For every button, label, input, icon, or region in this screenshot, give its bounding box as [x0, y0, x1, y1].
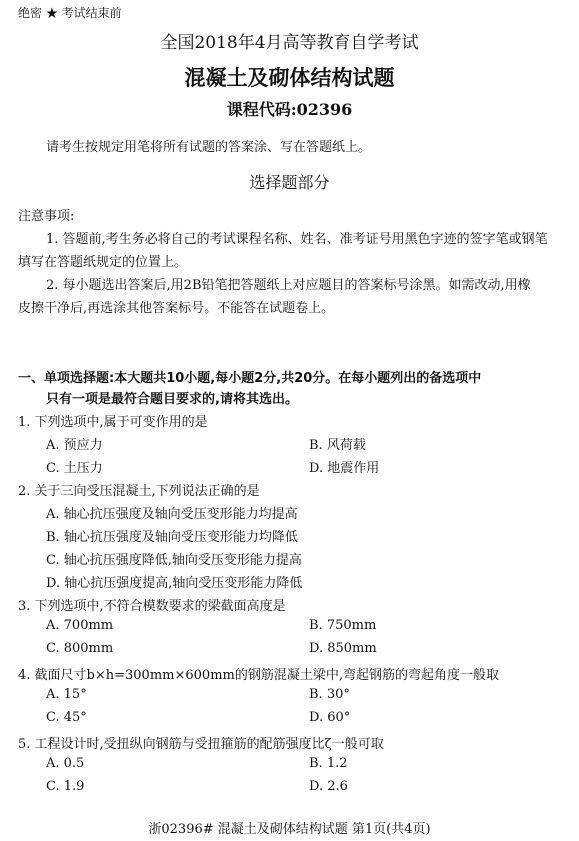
- note-2-line-2: 皮擦干净后,再选涂其他答案标号。不能答在试题卷上。: [18, 301, 335, 316]
- question-5-stem: 5. 工程设计时,受扭纵向钢筋与受扭箍筋的配筋强度比ζ一般可取: [18, 737, 384, 752]
- question-4-option-c: C. 45°: [46, 710, 87, 725]
- question-2-option-a: A. 轴心抗压强度及轴向受压变形能力均提高: [46, 507, 298, 522]
- part-one-heading-line-1: 一、单项选择题:本大题共10小题,每小题2分,共20分。在每小题列出的备选项中: [18, 371, 482, 386]
- exam-name: 全国2018年4月高等教育自学考试: [160, 33, 419, 53]
- question-3-option-c: C. 800mm: [46, 641, 114, 656]
- question-3-option-b: B. 750mm: [309, 618, 377, 633]
- question-5-option-c: C. 1.9: [46, 779, 85, 794]
- question-4-option-b: B. 30°: [309, 687, 350, 702]
- question-5-option-d: D. 2.6: [309, 779, 348, 794]
- question-3-option-a: A. 700mm: [46, 618, 114, 633]
- notes-heading: 注意事项:: [18, 209, 75, 224]
- section-title: 选择题部分: [249, 173, 330, 192]
- confidential-mark: 绝密 ★ 考试结束前: [18, 6, 122, 20]
- question-4-option-d: D. 60°: [309, 710, 351, 725]
- answer-instruction: 请考生按规定用笔将所有试题的答案涂、写在答题纸上。: [46, 140, 372, 155]
- question-1-option-a: A. 预应力: [46, 438, 103, 453]
- question-1-option-d: D. 地震作用: [309, 461, 380, 476]
- question-5-option-b: B. 1.2: [309, 756, 348, 771]
- note-2-line-1: 2. 每小题选出答案后,用2B铅笔把答题纸上对应题目的答案标号涂黑。如需改动,用橡: [46, 278, 531, 293]
- course-code: 课程代码:02396: [226, 100, 353, 119]
- question-1-stem: 1. 下列选项中,属于可变作用的是: [18, 415, 208, 430]
- page-footer: 浙02396# 混凝土及砌体结构试题 第1页(共4页): [148, 822, 431, 837]
- page-title: 混凝土及砌体结构试题: [184, 66, 395, 90]
- question-3-option-d: D. 850mm: [309, 641, 377, 656]
- question-3-stem: 3. 下列选项中,不符合模数要求的梁截面高度是: [18, 599, 286, 614]
- question-4-option-a: A. 15°: [46, 687, 87, 702]
- question-1-option-b: B. 风荷载: [309, 438, 366, 453]
- part-one-heading-line-2: 只有一项是最符合题目要求的,请将其选出。: [46, 392, 298, 407]
- question-4-stem: 4. 截面尺寸b×h=300mm×600mm的钢筋混凝土梁中,弯起钢筋的弯起角度一般取: [18, 668, 499, 683]
- question-2-option-d: D. 轴心抗压强度提高,轴向受压变形能力降低: [46, 576, 303, 591]
- question-2-option-c: C. 轴心抗压强度降低,轴向受压变形能力提高: [46, 553, 302, 568]
- question-1-option-c: C. 土压力: [46, 461, 103, 476]
- note-1-line-1: 1. 答题前,考生务必将自己的考试课程名称、姓名、准考证号用黑色字迹的签字笔或钢笔: [46, 232, 548, 247]
- note-1-line-2: 填写在答题纸规定的位置上。: [18, 255, 188, 270]
- question-5-option-a: A. 0.5: [46, 756, 85, 771]
- question-2-stem: 2. 关于三向受压混凝土,下列说法正确的是: [18, 484, 260, 499]
- question-2-option-b: B. 轴心抗压强度及轴向受压变形能力均降低: [46, 530, 298, 545]
